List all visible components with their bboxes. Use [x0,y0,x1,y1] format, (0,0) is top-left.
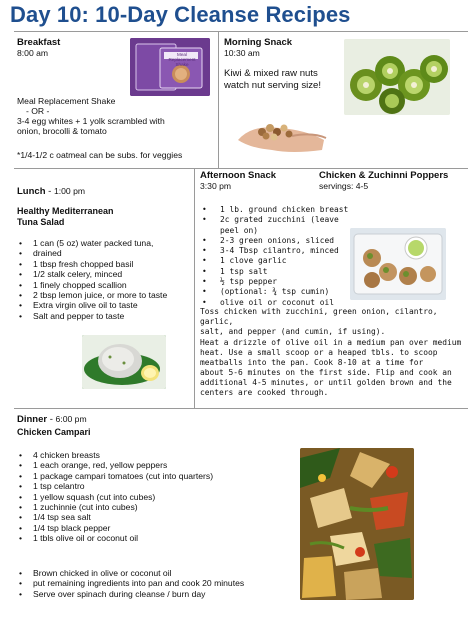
lunch-heading-row [17,186,85,197]
morning-snack-line2: watch nut serving size! [224,80,322,91]
list-item-continuation: drained [33,248,62,259]
tuna-salad-image [82,335,166,389]
breakfast-line2: - OR - [26,106,50,116]
instruction-line: centers are cooked through. [200,387,329,397]
instruction-line: heat. Use a small scoop or a heaped tbls. to scoop [200,347,438,357]
list-item: • (optional: ¾ tsp cumin) [200,287,350,297]
poppers-instructions-2 [200,338,468,397]
list-item: • 1 finely chopped scallion [17,280,195,290]
dinner-recipe-title: Chicken Campari [17,427,91,437]
dinner-heading: Dinner [17,414,48,425]
lunch-time-sep: - [45,186,54,197]
list-item: • 1 tsp celantro [17,481,297,491]
divider-breakfast-snack [218,31,219,168]
poppers-ingredient-list [200,205,350,308]
afternoon-snack-heading: Afternoon Snack [200,170,277,181]
list-item: • 1 tsp salt [200,267,350,277]
lunch-time: 1:00 pm [53,186,86,196]
divider-top [14,31,468,32]
list-item: • 4 chicken breasts [17,450,297,460]
dinner-steps-list [17,568,307,599]
morning-snack-heading: Morning Snack [224,37,293,48]
list-item: • 1 tbsp fresh chopped basil [17,259,195,269]
list-item: • put remaining ingredients into pan and cook 20 minutes [17,578,307,588]
list-item: • 2c grated zucchini (leave peel on) [200,215,350,236]
list-item: • 3-4 Tbsp cilantro, minced [200,246,350,256]
list-item: • 1 each orange, red, yellow peppers [17,460,297,470]
list-item: • Extra virgin olive oil to taste [17,300,195,310]
dinner-ingredient-list [17,450,297,544]
divider-row2 [14,168,468,169]
list-item: • 1/4 tsp black pepper [17,523,297,533]
list-item: • 1/2 stalk celery, minced [17,269,195,279]
dinner-time-sep: - [47,414,56,425]
instruction-line: Toss chicken with zucchini, green onion, cilantro, garlic, [200,307,438,326]
kiwi-image [344,39,450,115]
breakfast-note: *1/4-1/2 c oatmeal can be subs. for veggies [17,150,183,160]
nuts-in-hand-image [232,110,328,156]
morning-snack-time: 10:30 am [224,48,260,58]
lunch-recipe-title-2: Tuna Salad [17,217,65,227]
list-item [17,248,195,258]
list-item: • 1 can (5 oz) water packed tuna, [17,238,195,248]
lunch-ingredient-list [17,238,195,321]
instruction-line: about 5-6 minutes on the first side. Flip and cook an [200,367,452,377]
instruction-line: meatballs into the pan. Cook 8-10 at a time for [200,357,424,367]
lunch-heading: Lunch [17,186,46,197]
shake-product-label: Meal Replacement Shake [168,52,196,67]
afternoon-snack-time: 3:30 pm [200,181,232,191]
list-item: • 1 tbls olive oil or coconut oil [17,533,297,543]
breakfast-line4: onion, brocolli & tomato [17,126,107,136]
dinner-time: 6:00 pm [55,414,87,424]
list-item: • 2-3 green onions, sliced [200,236,350,246]
breakfast-heading: Breakfast [17,37,61,48]
poppers-instructions-1 [200,307,468,337]
list-item: • 1 yellow squash (cut into cubes) [17,492,297,502]
divider-row3 [14,408,468,409]
dinner-heading-row [17,414,87,425]
list-item: • 1 clove garlic [200,256,350,266]
poppers-recipe-title: Chicken & Zuchinni Poppers [319,170,449,181]
poppers-image [350,228,446,300]
breakfast-line1: Meal Replacement Shake [17,96,116,106]
page-title: Day 10: 10-Day Cleanse Recipes [10,2,351,27]
chicken-campari-image [300,448,414,600]
instruction-line: additional 4-5 minutes, or until golden brown and the [200,377,452,387]
list-item: • 1/4 tsp sea salt [17,512,297,522]
morning-snack-line1: Kiwi & mixed raw nuts [224,68,318,79]
instruction-line: salt, and pepper (and cumin, if using). [200,326,386,336]
list-item: • 1 package campari tomatoes (cut into quarters) [17,471,297,481]
breakfast-line3: 3-4 egg whites + 1 yolk scrambled with [17,116,165,126]
list-item: • Serve over spinach during cleanse / burn day [17,589,307,599]
breakfast-time: 8:00 am [17,48,49,58]
list-item: • Brown chicked in olive or coconut oil [17,568,307,578]
instruction-line: Heat a drizzle of olive oil in a medium pan over medium [200,338,462,347]
list-item: • ½ tsp pepper [200,277,350,287]
list-item: • olive oil or coconut oil [200,298,350,308]
list-item: • 1 zuchinnie (cut into cubes) [17,502,297,512]
meal-shake-image [130,38,210,96]
list-item: • Salt and pepper to taste [17,311,195,321]
lunch-recipe-title-1: Healthy Mediterranean [17,206,114,216]
poppers-servings: servings: 4-5 [319,181,369,191]
list-item: • 1 lb. ground chicken breast [200,205,350,215]
list-item: • 2 tbsp lemon juice, or more to taste [17,290,195,300]
